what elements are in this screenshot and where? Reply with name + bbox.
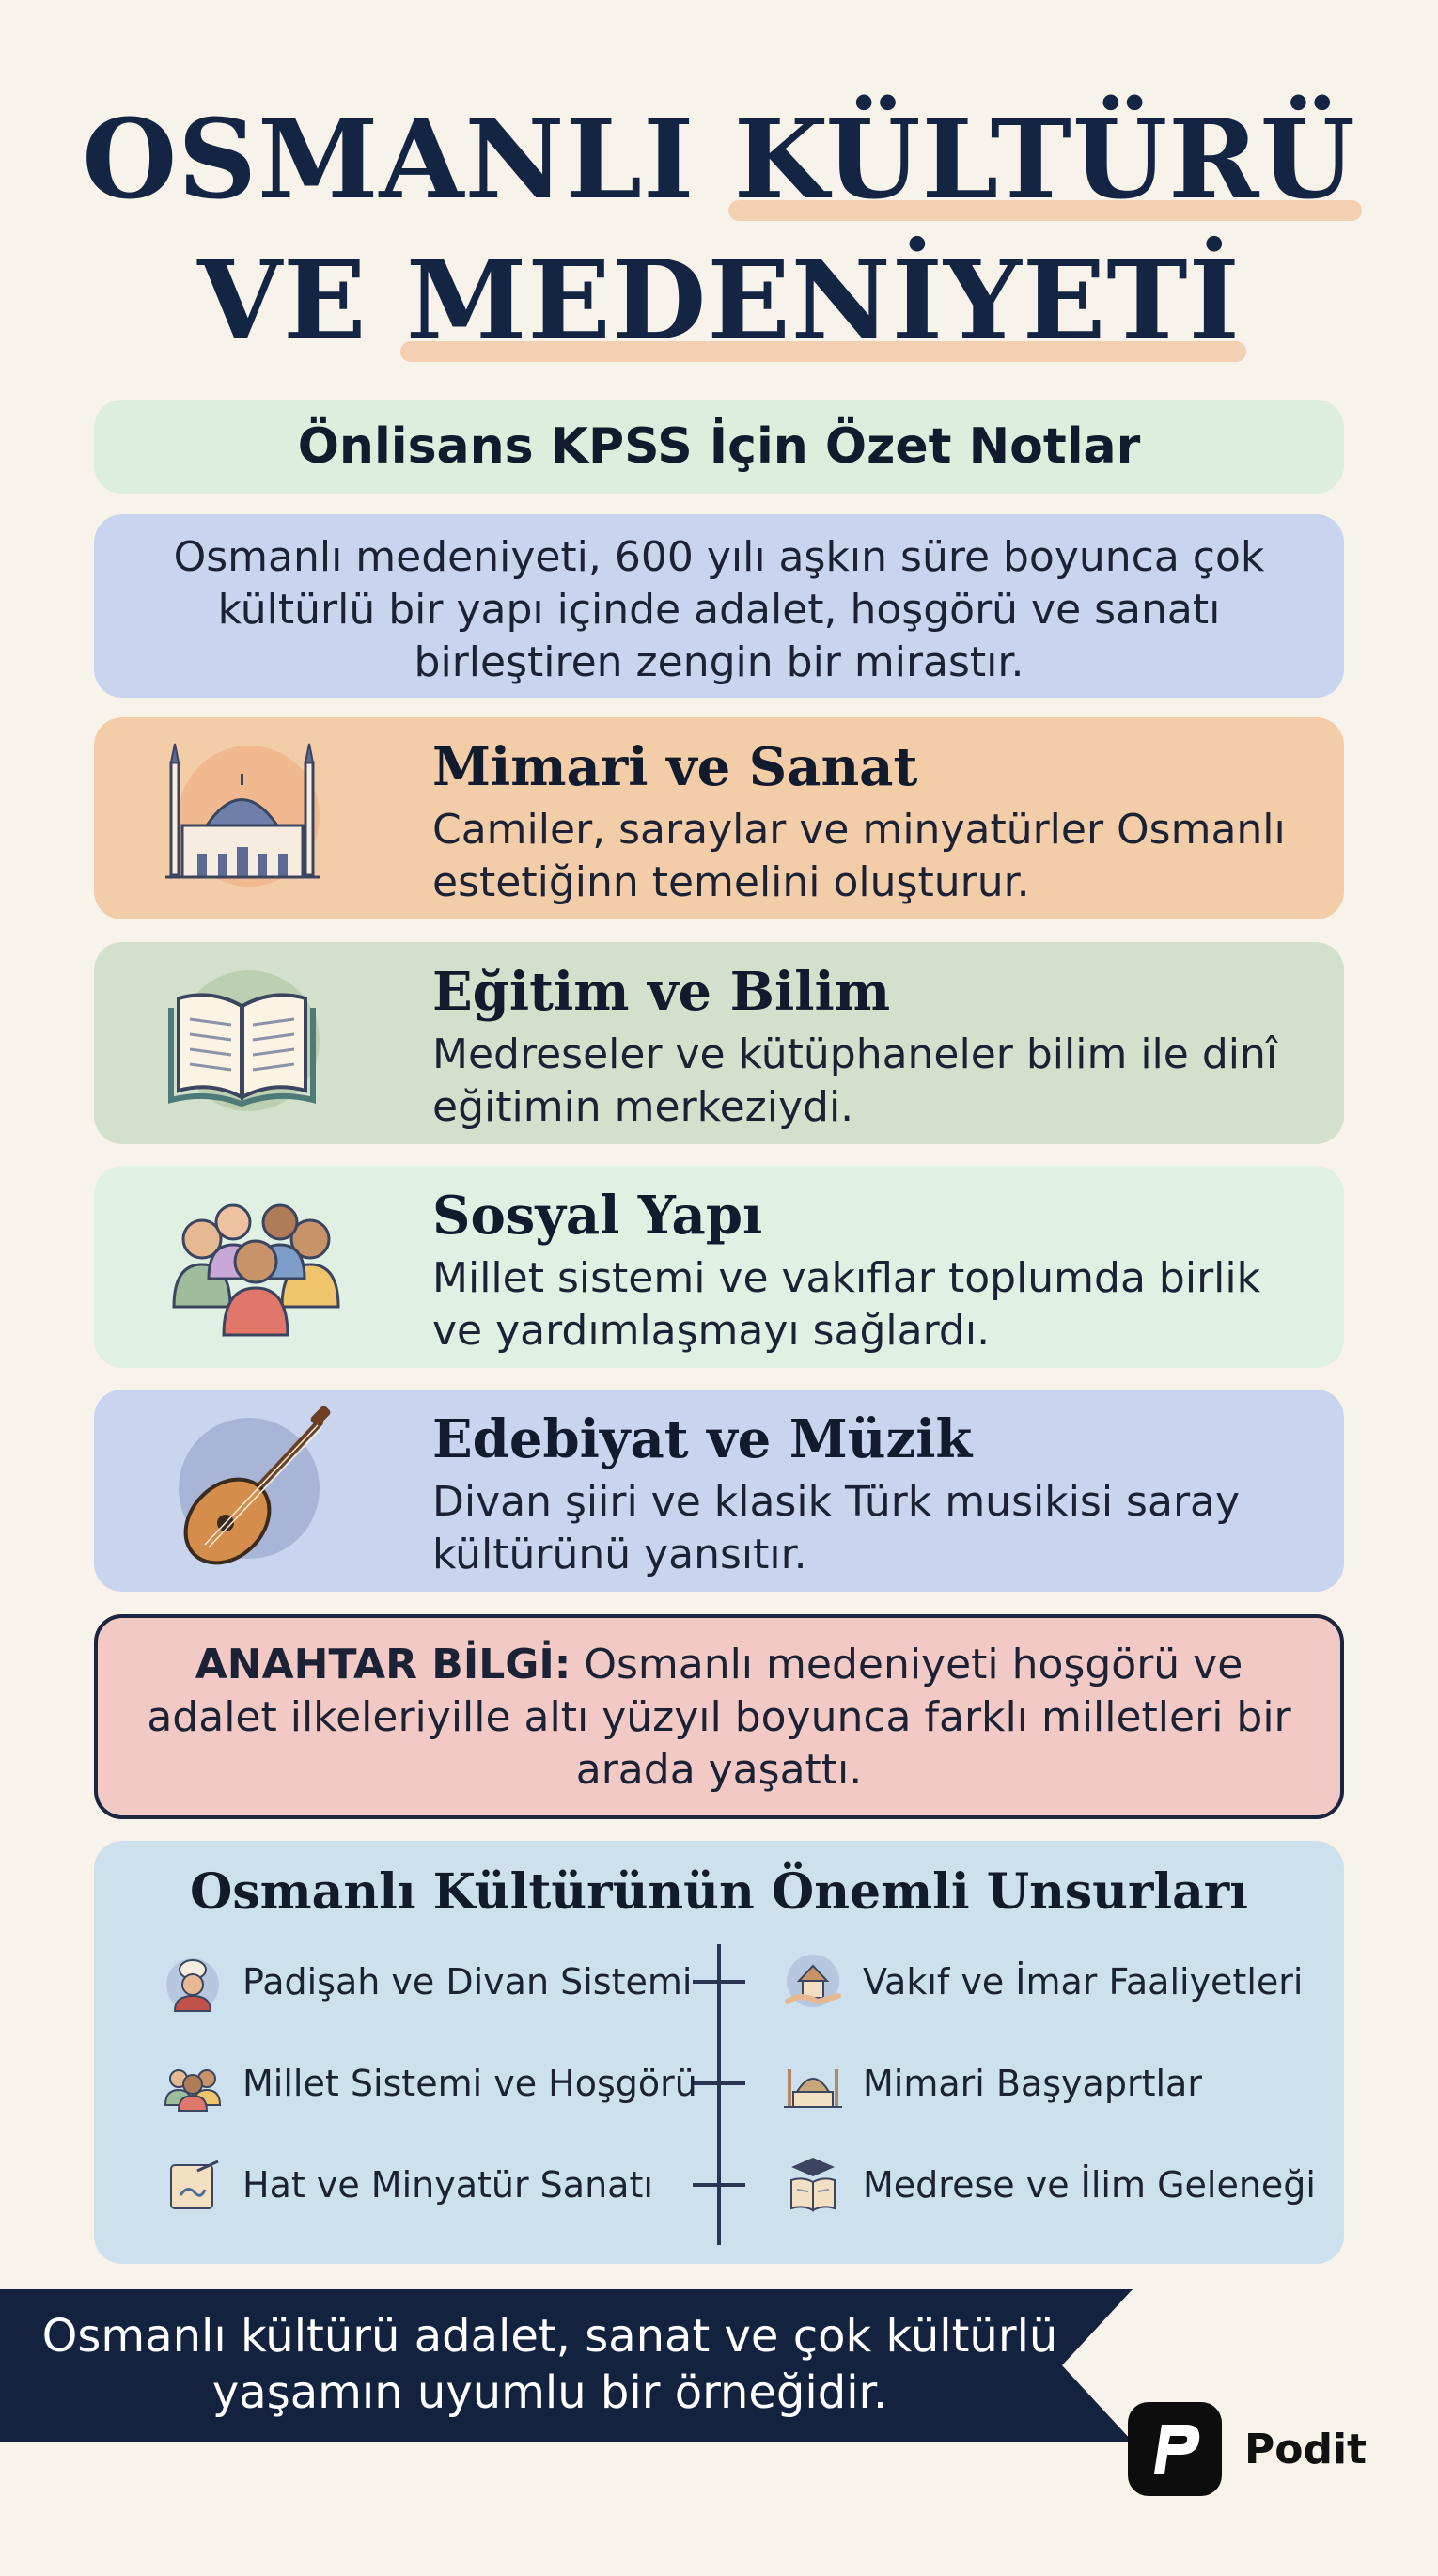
topic-description: Camiler, saraylar ve minyatürler Osmanlı estetiğinn temelini oluşturur.	[432, 806, 1286, 906]
mosque-small-icon	[780, 2050, 846, 2116]
charity-house-icon	[780, 1949, 846, 2015]
sultan-icon	[160, 1949, 226, 2015]
oud-icon	[160, 1408, 324, 1573]
key-info-label: ANAHTAR BİLGİ:	[195, 1641, 571, 1689]
brand-name: Podit	[1244, 2425, 1368, 2474]
element-item	[160, 2050, 697, 2116]
element-item	[780, 1949, 1303, 2015]
people-group-icon	[160, 1185, 324, 1349]
element-label: Medrese ve İlim Geleneği	[863, 2164, 1316, 2206]
element-label: Padişah ve Divan Sistemi	[242, 1961, 693, 2003]
element-label: Vakıf ve İmar Faaliyetleri	[863, 1961, 1304, 2003]
timeline-tick	[693, 1980, 745, 1984]
element-label: Mimari Başyaprtlar	[863, 2063, 1202, 2104]
mosque-icon	[160, 736, 324, 901]
element-item	[160, 1949, 692, 2015]
topic-description: Millet sistemi ve vakıflar toplumda birlik ve yardımlaşmayı sağlardı.	[432, 1254, 1261, 1355]
element-label: Millet Sistemi ve Hoşgörü	[242, 2063, 697, 2104]
topic-title: Sosyal Yapı	[432, 1185, 763, 1247]
element-label: Hat ve Minyatür Sanatı	[242, 2164, 653, 2206]
topic-card-social	[94, 1166, 1344, 1368]
topic-card-education	[94, 942, 1344, 1144]
element-item	[160, 2152, 653, 2218]
topic-description: Divan şiiri ve klasik Türk musikisi saray kültürünü yansıtır.	[432, 1478, 1241, 1579]
topic-title: Eğitim ve Bilim	[432, 961, 891, 1023]
intro-text: Osmanlı medeniyeti, 600 yılı aşkın süre boyunca çok kültürlü bir yapı içinde adalet, hoşgörü ve sanatı birleştiren zengin bir mirastır.	[94, 514, 1344, 698]
topic-title: Mimari ve Sanat	[432, 736, 918, 798]
podit-logo-icon	[1128, 2402, 1222, 2496]
elements-title: Osmanlı Kültürünün Önemli Unsurları	[190, 1863, 1248, 1921]
community-icon	[160, 2050, 226, 2116]
scroll-pen-icon	[160, 2152, 226, 2218]
footer-banner-text: Osmanlı kültürü adalet, sanat ve çok kültürlü yaşamın uyumlu bir örneğidir.	[41, 2310, 1058, 2419]
brand-logo	[1128, 2402, 1367, 2496]
title-word-ve: VE	[197, 237, 367, 365]
element-item	[780, 2050, 1202, 2116]
key-info-box	[94, 1614, 1344, 1819]
title-word-medeniyeti: MEDENİYETİ	[406, 230, 1241, 371]
topic-description: Medreseler ve kütüphaneler bilim ile dinî eğitimin merkeziydi.	[432, 1030, 1278, 1131]
topic-card-architecture	[94, 717, 1344, 919]
title-word-kulturu: KÜLTÜRÜ	[734, 89, 1356, 230]
madrasa-book-icon	[780, 2152, 846, 2218]
timeline-divider	[717, 1944, 721, 2245]
subtitle-banner: Önlisans KPSS İçin Özet Notlar	[94, 400, 1344, 494]
element-item	[780, 2152, 1316, 2218]
title-word-osmanli: OSMANLI	[82, 96, 696, 224]
key-info-text: Osmanlı medeniyeti hoşgörü ve adalet ilkeleriyille altı yüzyıl boyunca farklı milletleri bir arada yaşattı.	[147, 1641, 1291, 1794]
footer-banner	[0, 2289, 1133, 2442]
topic-title: Edebiyat ve Müzik	[432, 1408, 973, 1470]
topic-card-literature-music	[94, 1390, 1344, 1592]
timeline-tick	[693, 2081, 745, 2085]
timeline-tick	[693, 2183, 745, 2187]
elements-section	[94, 1841, 1344, 2264]
main-title	[0, 89, 1438, 371]
open-book-icon	[160, 961, 324, 1125]
